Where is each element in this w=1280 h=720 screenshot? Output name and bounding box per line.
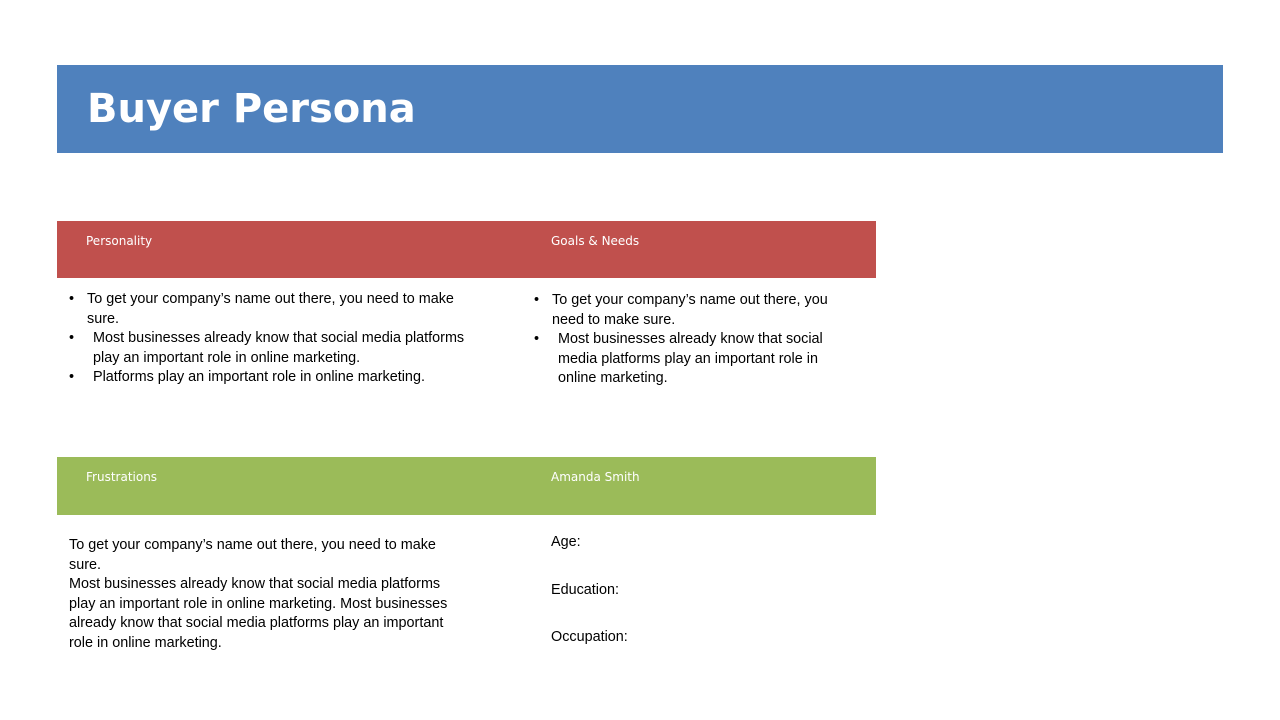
bullet-icon: • <box>69 291 75 307</box>
bullet-icon: • <box>534 331 540 347</box>
list-item <box>69 329 482 368</box>
frustrations-heading: Frustrations <box>86 470 158 484</box>
personality-bullet-3: Platforms play an important role in online marketing. <box>93 369 425 385</box>
goals-bullet-1: To get your company’s name out there, you need to make sure. <box>552 292 828 328</box>
occupation-label: Occupation: <box>551 629 628 645</box>
bullet-icon: • <box>534 292 540 308</box>
education-label: Education: <box>551 582 620 598</box>
age-label: Age: <box>551 534 581 550</box>
frustrations-paragraph-2: Most businesses already know that social media platforms play an important role in online marketing. Most businesses already know that social media platforms play an important role in online marketing. <box>69 576 448 651</box>
list-item <box>534 291 852 330</box>
personality-list <box>69 290 482 388</box>
persona-name: Amanda Smith <box>551 470 640 484</box>
frustrations-text <box>69 536 469 653</box>
personality-heading: Personality <box>86 234 153 248</box>
slide-title: Buyer Persona <box>87 86 416 132</box>
personality-bullet-2: Most businesses already know that social media platforms play an important role in online marketing. <box>93 330 465 366</box>
bullet-icon: • <box>69 330 75 346</box>
goals-needs-list <box>534 291 852 389</box>
personality-bullet-1: To get your company’s name out there, you need to make sure. <box>87 291 454 327</box>
list-item <box>534 330 852 389</box>
list-item <box>69 368 482 388</box>
frustrations-paragraph-1: To get your company’s name out there, you need to make sure. <box>69 537 436 573</box>
title-bar <box>57 65 1223 153</box>
frustrations-persona-header-band <box>57 457 876 515</box>
goals-needs-heading: Goals & Needs <box>551 234 640 248</box>
bullet-icon: • <box>69 369 75 385</box>
list-item <box>69 290 482 329</box>
goals-bullet-2: Most businesses already know that social media platforms play an important role in online marketing. <box>558 331 823 386</box>
personality-goals-header-band <box>57 221 876 278</box>
